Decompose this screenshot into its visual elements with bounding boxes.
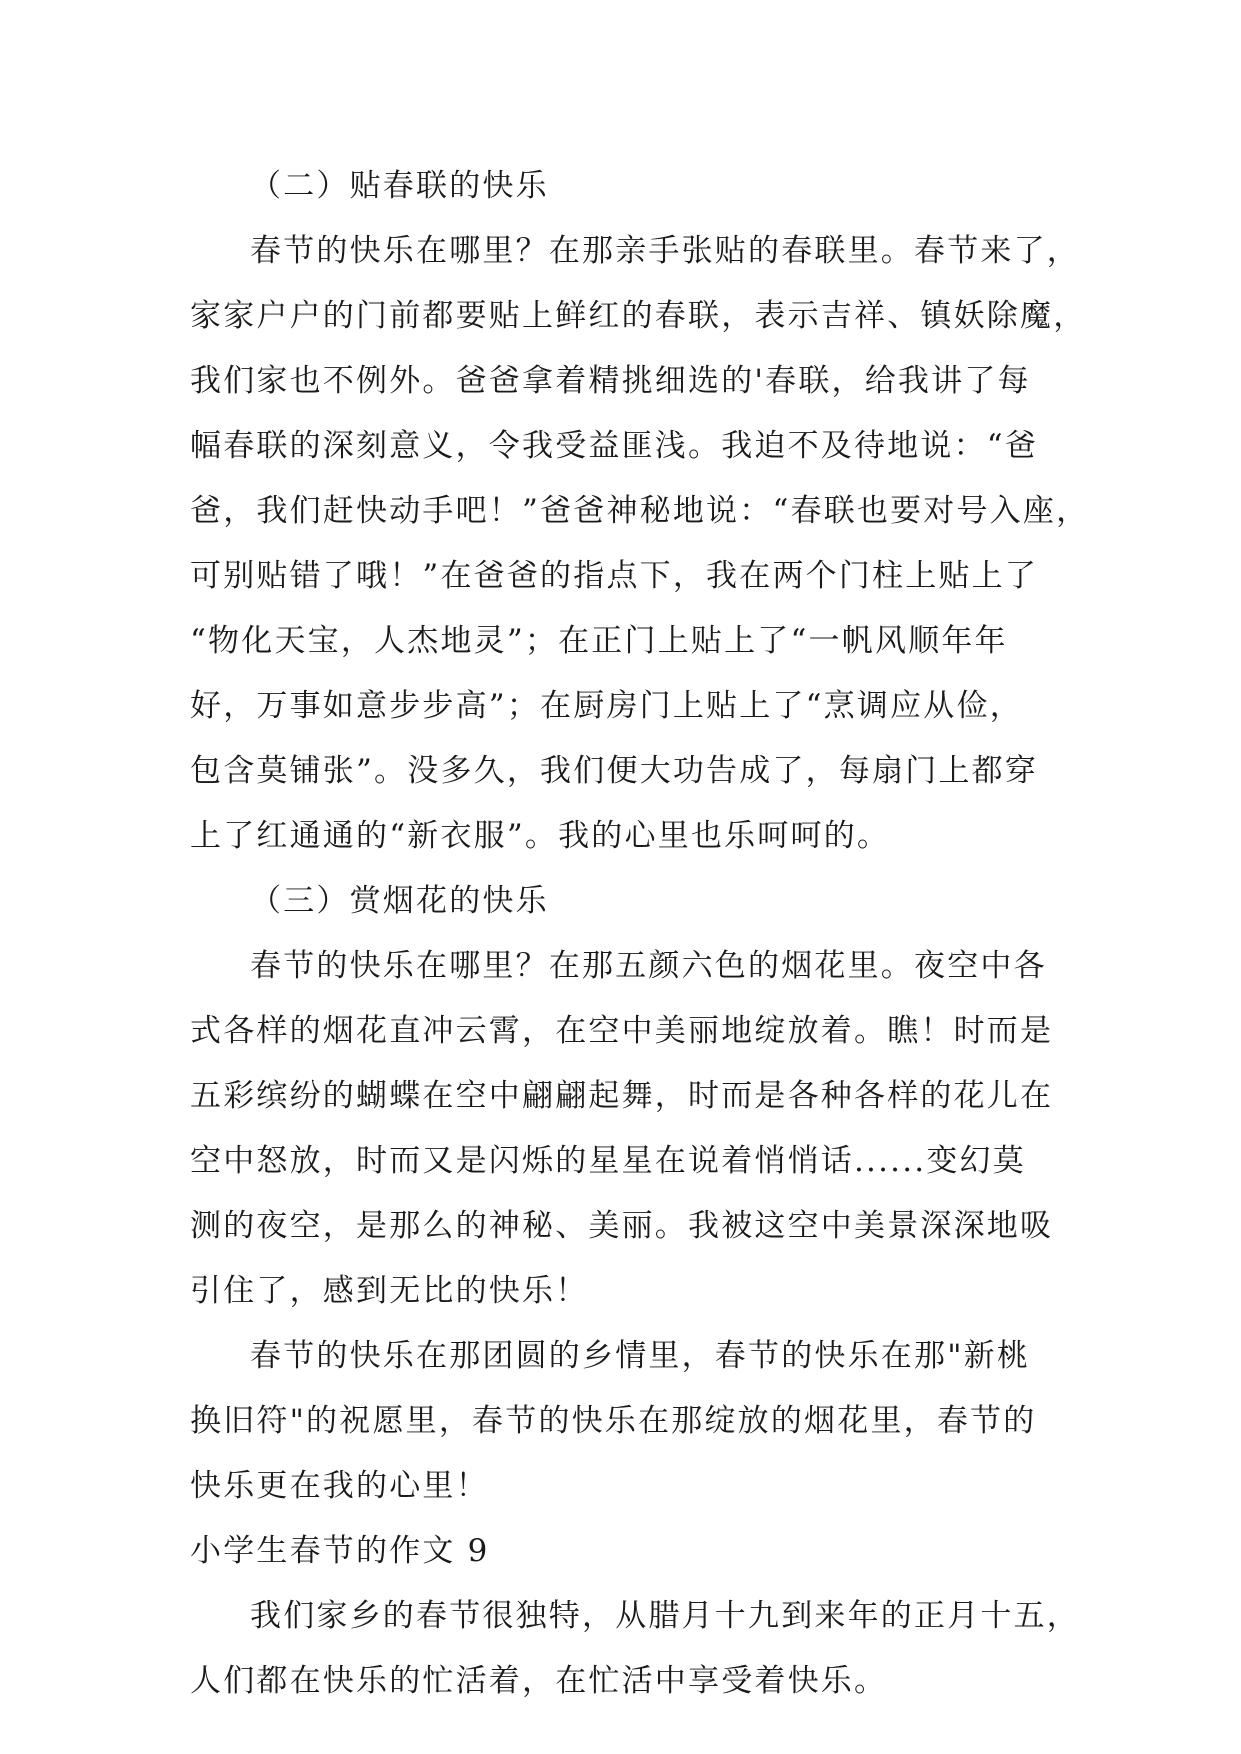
paragraph-line: 好，万事如意步步高”；在厨房门上贴上了“烹调应从俭， [190, 688, 1023, 724]
section-2-paragraph [190, 219, 1090, 869]
paragraph-line: 家家户户的门前都要贴上鲜红的春联，表示吉祥、镇妖除魔， [190, 298, 1087, 334]
paragraph-line: 爸，我们赶快动手吧！”爸爸神秘地说：“春联也要对号入座， [190, 493, 1090, 529]
paragraph-line: 春节的快乐在那团圆的乡情里，春节的快乐在那"新桃 [250, 1338, 1031, 1374]
section-heading: （二）贴春联的快乐 [250, 168, 549, 204]
paragraph-line: 春节的快乐在哪里？在那亲手张贴的春联里。春节来了， [250, 233, 1080, 269]
paragraph-line: 换旧符"的祝愿里，春节的快乐在那绽放的烟花里，春节的 [190, 1403, 1037, 1439]
conclusion-paragraph [190, 1324, 1050, 1519]
paragraph-line: 快乐更在我的心里！ [190, 1468, 489, 1504]
paragraph-line: 我们家也不例外。爸爸拿着精挑细选的'春联，给我讲了每 [190, 363, 1031, 399]
paragraph-line: 包含莫铺张”。没多久，我们便大功告成了，每扇门上都穿 [190, 753, 1039, 789]
paragraph-line: 式各样的烟花直冲云霄，在空中美丽地绽放着。瞧！时而是 [190, 1013, 1054, 1049]
paragraph-line: 测的夜空，是那么的神秘、美丽。我被这空中美景深深地吸 [190, 1208, 1054, 1244]
paragraph-line: 人们都在快乐的忙活着，在忙活中享受着快乐。 [190, 1663, 888, 1699]
paragraph-line: 春节的快乐在哪里？在那五颜六色的烟花里。夜空中各 [250, 948, 1047, 984]
document-body [190, 154, 1090, 1714]
section-heading: （三）赏烟花的快乐 [250, 883, 549, 919]
paragraph-line: 上了红通通的“新衣服”。我的心里也乐呵呵的。 [190, 818, 891, 854]
section-3-paragraph [190, 934, 1054, 1324]
paragraph-line: 我们家乡的春节很独特，从腊月十九到来年的正月十五， [250, 1598, 1080, 1634]
paragraph-line: 幅春联的深刻意义，令我受益匪浅。我迫不及待地说：“爸 [190, 428, 1039, 464]
paragraph-line: 引住了，感到无比的快乐！ [190, 1273, 589, 1309]
essay-title: 小学生春节的作文 9 [190, 1533, 490, 1569]
paragraph-line: 可别贴错了哦！”在爸爸的指点下，我在两个门柱上贴上了 [190, 558, 1039, 594]
paragraph-line: “物化天宝，人杰地灵”；在正门上贴上了“一帆风顺年年 [190, 623, 1008, 659]
essay-9-paragraph [190, 1584, 1080, 1714]
paragraph-line: 空中怒放，时而又是闪烁的星星在说着悄悄话......变幻莫 [190, 1143, 1026, 1179]
paragraph-line: 五彩缤纷的蝴蝶在空中翩翩起舞，时而是各种各样的花儿在 [190, 1078, 1054, 1114]
